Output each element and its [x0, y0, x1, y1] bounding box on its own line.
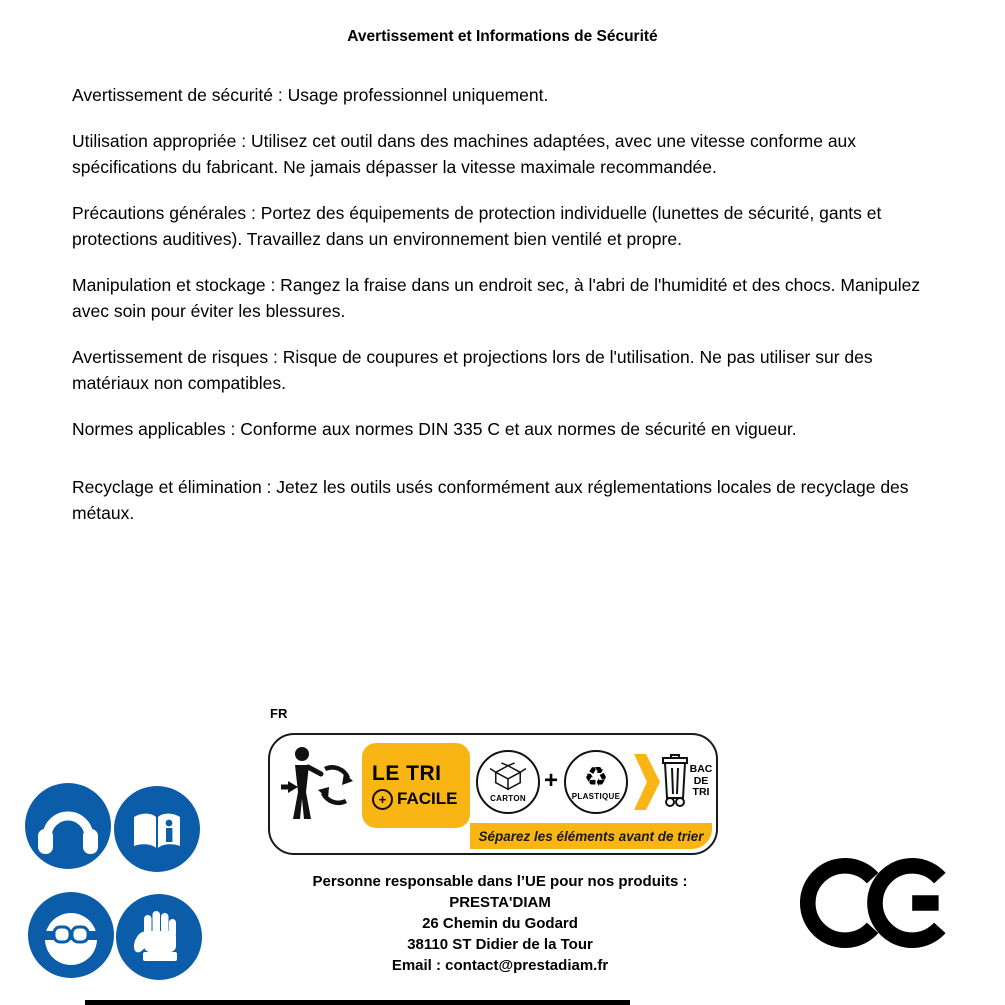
carton-box-icon	[486, 761, 530, 793]
paragraph-handling-storage: Manipulation et stockage : Rangez la fraise dans un endroit sec, à l'abri de l'humidité et des chocs. Manipulez avec soin pour éviter les blessures.	[72, 275, 921, 321]
paragraph-general-precautions: Précautions générales : Portez des équipements de protection individuelle (lunettes de sécurité, gants et protections auditives). Travaillez dans un environnement bien ventilé et propre.	[72, 203, 882, 249]
plus-circle-icon: +	[372, 789, 393, 810]
plus-separator: +	[544, 767, 559, 794]
triman-logo-icon	[280, 743, 358, 827]
le-tri-facile-block	[362, 743, 470, 828]
paragraph-risk-warning: Avertissement de risques : Risque de coupures et projections lors de l'utilisation. Ne pas utiliser sur des matériaux non compatibles.	[72, 347, 873, 393]
bottom-divider	[85, 1000, 630, 1005]
ce-mark-icon	[797, 847, 947, 959]
safety-paragraphs	[72, 82, 938, 546]
read-instruction-manual-icon	[114, 786, 200, 872]
bac-line: BAC	[689, 763, 713, 775]
carton-material-circle	[476, 750, 540, 814]
info-tri-recycling-badge	[268, 733, 718, 855]
plastique-material-circle	[564, 750, 628, 814]
paragraph-safety-warning: Avertissement de sécurité : Usage professionnel uniquement.	[72, 85, 549, 105]
paragraph-standards: Normes applicables : Conforme aux normes DIN 335 C et aux normes de sécurité en vigueur.	[72, 419, 797, 439]
wear-protective-gloves-icon	[116, 894, 202, 980]
company-name: PRESTA'DIAM	[449, 894, 551, 911]
sorting-tagline: Séparez les éléments avant de trier	[470, 823, 712, 849]
bac-line: TRI	[692, 786, 710, 798]
wear-ear-protection-icon	[25, 783, 111, 869]
bac-de-tri-label	[686, 764, 716, 799]
city-address: 38110 ST Didier de la Tour	[407, 936, 593, 953]
responsible-person-line: Personne responsable dans l’UE pour nos produits :	[312, 873, 688, 890]
carton-label: CARTON	[490, 794, 526, 803]
street-address: 26 Chemin du Godard	[422, 915, 578, 932]
facile-text: FACILE	[397, 789, 458, 808]
paragraph-recycling: Recyclage et élimination : Jetez les outils usés conformément aux réglementations locales de recyclage des métaux.	[72, 477, 909, 523]
plastique-label: PLASTIQUE	[571, 791, 621, 801]
email-line: Email : contact@prestadiam.fr	[391, 957, 609, 974]
arrow-chevron-icon	[634, 754, 660, 810]
page-title: Avertissement et Informations de Sécurité	[347, 28, 658, 45]
paragraph-proper-use: Utilisation appropriée : Utilisez cet outil dans des machines adaptées, avec une vitesse conforme aux spécifications du fabricant. Ne jamais dépasser la vitesse maximale recommandée.	[72, 131, 857, 177]
facile-row	[372, 789, 457, 810]
le-tri-text: LE TRI	[372, 761, 442, 785]
recycle-icon: ♻	[583, 761, 609, 792]
fr-country-label: FR	[270, 706, 288, 721]
bac-line: DE	[693, 774, 709, 787]
wear-eye-protection-icon	[28, 892, 114, 978]
address-block	[255, 871, 745, 976]
